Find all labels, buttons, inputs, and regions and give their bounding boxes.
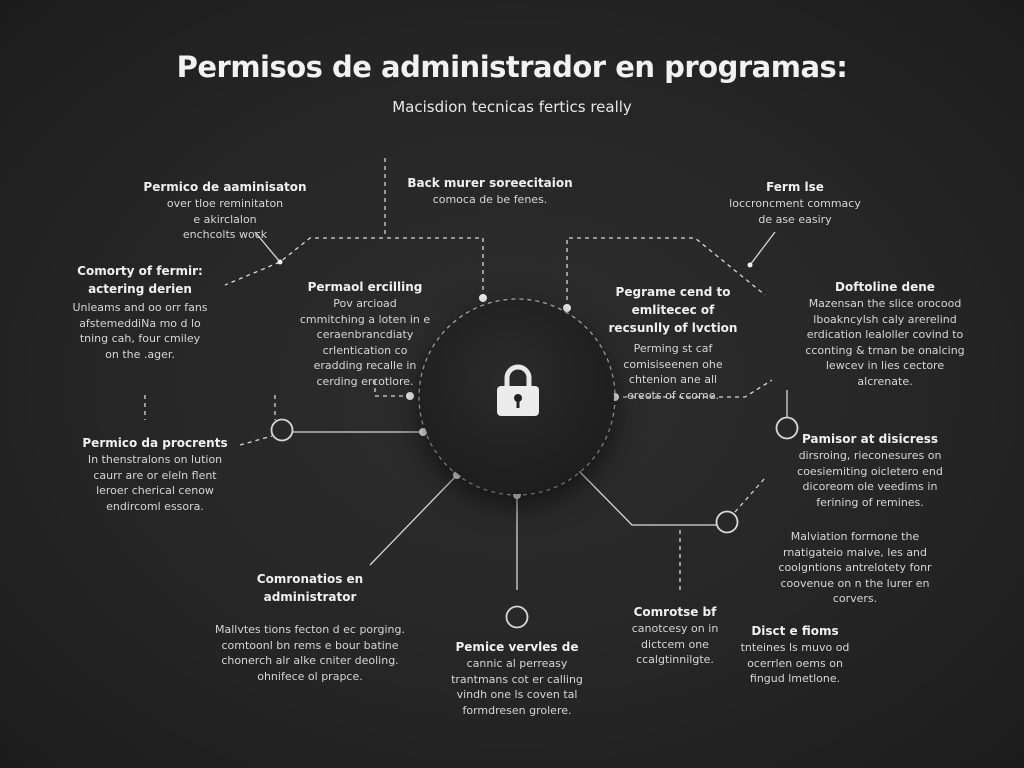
- node-text: vindh one ls coven tal: [456, 688, 578, 701]
- node-back-murer: [390, 174, 590, 208]
- node-text: dirsroing, rieconesures on: [798, 449, 942, 462]
- node-text: enchcolts wock: [182, 228, 268, 241]
- node-text: ocerrlen oems on: [747, 656, 843, 670]
- node-text: Perming st caf: [633, 342, 713, 355]
- node-permaol-ercilling: [295, 278, 435, 389]
- node-text: formdresen grolere.: [462, 703, 572, 717]
- node-text: dicoreom ole veedims in: [802, 480, 938, 493]
- node-comorty: [70, 262, 210, 362]
- node-comronatios: [245, 570, 375, 606]
- node-text: endircoml essora.: [106, 499, 204, 513]
- node-text: trantmans cot er calling: [451, 672, 583, 686]
- node-disct-efioms: [735, 622, 855, 687]
- node-title: Pamisor at disicress: [801, 432, 939, 446]
- node-title: Pegrame cend to emlitecec of recsunlly of lvction: [608, 285, 738, 335]
- node-text: de ase easiry: [758, 212, 832, 226]
- node-title: Permaol ercilling: [307, 280, 423, 294]
- node-text: alcrenate.: [857, 374, 913, 388]
- node-text: Mallvtes tions fecton d ec porging.: [215, 623, 405, 636]
- node-malviation: [770, 529, 940, 607]
- node-text: ferining of remines.: [816, 495, 924, 509]
- node-text: coesiemiting oicletero end: [797, 464, 943, 478]
- node-text: e akirclalon: [193, 212, 257, 226]
- node-text: comtoonl bn rems e bour batine: [221, 638, 399, 652]
- node-title: Pemice vervles de: [455, 640, 579, 654]
- node-text: corvers.: [832, 592, 878, 605]
- node-title: Back murer soreecitaion: [407, 176, 573, 190]
- node-pegrame: [603, 283, 743, 403]
- node-text: comisiseenen ohe: [623, 357, 723, 371]
- node-ring: [272, 420, 293, 441]
- node-title: Doftoline dene: [835, 280, 935, 294]
- node-text: cmmitching a loten in e: [299, 312, 431, 326]
- node-text: rnatigateio maive, les and: [782, 545, 928, 559]
- node-comronatios-text: [205, 622, 415, 684]
- node-pemice-vervles: [447, 638, 587, 718]
- node-text: tnteines ls muvo od: [740, 641, 850, 654]
- node-text: In thenstralons on lution: [87, 453, 223, 466]
- node-text: ereots of ccome.: [627, 388, 719, 402]
- node-text: ceraenbrancdiaty: [316, 328, 414, 341]
- node-doftoline: [795, 278, 975, 389]
- node-text: caurr are or eleln flent: [93, 468, 217, 482]
- node-ring: [507, 607, 528, 628]
- node-text: Unleams and oo orr fans: [72, 301, 208, 314]
- page-subtitle: Macisdion tecnicas fertics really: [392, 98, 632, 116]
- node-text: comoca de be fenes.: [432, 193, 548, 206]
- node-text: coovenue on n the lurer en: [780, 576, 930, 590]
- node-text: lboakncylsh caly arerelind: [813, 312, 957, 326]
- node-comrotse: [620, 603, 730, 668]
- page-title: Permisos de administrador en programas:: [176, 50, 848, 84]
- node-title: Comorty of fermir: actering derien: [77, 264, 203, 296]
- lock-icon: [495, 362, 541, 418]
- node-ferm-lse: [715, 178, 875, 227]
- node-title: Comrotse bf: [633, 605, 717, 619]
- node-text: chtenion ane all: [628, 373, 718, 386]
- node-text: chonerch alr alke cniter deoling.: [221, 654, 399, 667]
- node-text: cerding ercotlore.: [316, 374, 414, 388]
- node-ring: [717, 512, 738, 533]
- node-text: cconting & trnan be onalcing: [805, 343, 965, 357]
- node-text: Malviation forrnone the: [790, 530, 920, 543]
- node-text: lewcev in lies cectore: [825, 359, 945, 372]
- node-text: coolgntions antrelotety fonr: [778, 561, 932, 574]
- node-text: dictcem one: [641, 637, 709, 651]
- node-permico-aaminisaton: [130, 178, 320, 243]
- node-text: tning cah, four cmiley: [79, 332, 201, 345]
- node-text: loccroncment commacy: [729, 197, 861, 210]
- node-title: Disct e fioms: [751, 624, 839, 638]
- node-text: Mazensan the slice orocood: [808, 297, 962, 310]
- node-text: ccalgtinnilgte.: [636, 653, 714, 666]
- node-text: canotcesy on in: [631, 622, 719, 635]
- node-text: crlentication co: [322, 343, 408, 357]
- node-text: eradding recalle in: [313, 359, 417, 372]
- node-pamisor: [795, 430, 945, 510]
- node-text: afstemeddiNa mo d lo: [79, 316, 201, 330]
- node-title: Permico da procrents: [82, 436, 228, 450]
- node-text: cannic al perreasy: [466, 657, 568, 670]
- node-title: Comronatios en administrator: [256, 572, 364, 604]
- node-text: erdication lealoller covind to: [806, 328, 964, 341]
- node-title: Permico de aaminisaton: [143, 180, 307, 194]
- node-title: Ferm lse: [766, 180, 824, 194]
- node-text: ohnifece ol prapce.: [257, 669, 363, 683]
- node-text: on the .ager.: [105, 347, 175, 361]
- node-text: over tloe reminitaton: [166, 197, 284, 210]
- node-text: Pov arcioad: [333, 297, 397, 310]
- node-text: fingud lmetlone.: [749, 672, 841, 685]
- node-permico-procrents: [75, 434, 235, 514]
- node-text: leroer cherical cenow: [96, 484, 214, 497]
